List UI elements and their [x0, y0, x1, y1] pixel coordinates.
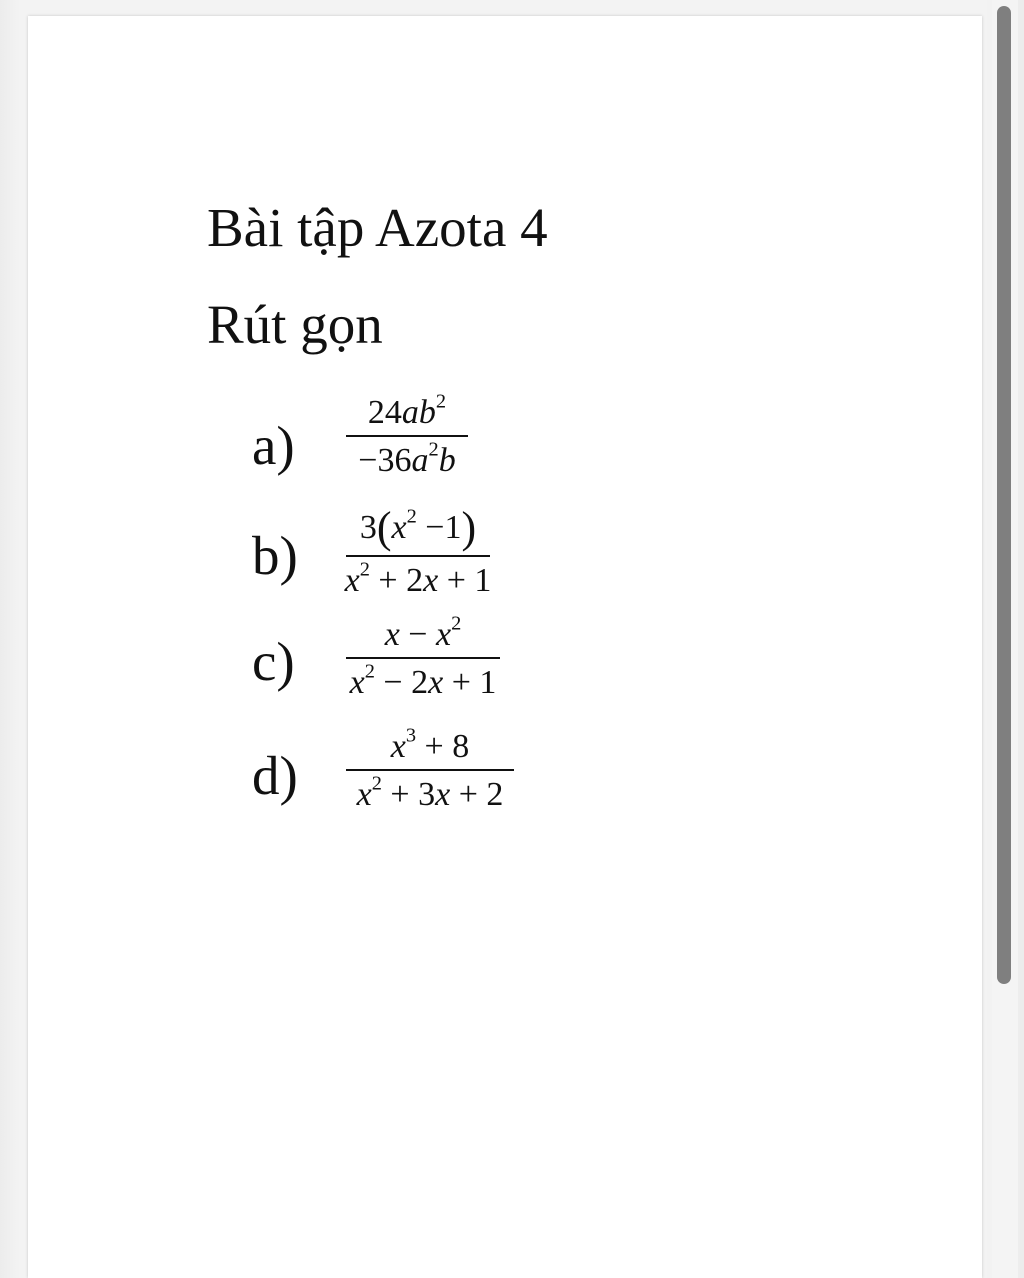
fraction-bar [346, 769, 514, 771]
problem-d-label: d) [252, 745, 298, 806]
problem-a-numerator: $24ab^2$ [367, 390, 447, 431]
problem-b-fraction [344, 503, 492, 599]
problem-a-denominator: $-36a^2b$ [358, 438, 456, 479]
problem-d-numerator: $x^3 + 8$ [390, 724, 470, 765]
problem-a-label: a) [252, 415, 295, 476]
problem-a-fraction [346, 390, 468, 479]
problem-c-denominator: $x^2 - 2x + 1$ [349, 660, 497, 701]
problem-b-denominator: $x^2 + 2x + 1$ [344, 558, 492, 599]
problem-c-label: c) [252, 631, 295, 692]
fraction-bar [346, 435, 468, 437]
fraction-bar [346, 657, 500, 659]
problem-b-label: b) [252, 525, 298, 586]
problem-c-fraction [346, 612, 500, 701]
instruction-heading: Rút gọn [207, 294, 383, 355]
problem-d-denominator: $x^2 + 3x + 2$ [356, 772, 504, 813]
page-title: Bài tập Azota 4 [207, 197, 548, 258]
problem-b-numerator: $3(x^2 -1)$ [359, 503, 477, 552]
fraction-bar [346, 555, 490, 557]
problem-c-numerator: $x - x^2$ [384, 612, 462, 653]
scrollbar-thumb[interactable] [997, 6, 1011, 984]
problem-d-fraction [346, 724, 514, 813]
